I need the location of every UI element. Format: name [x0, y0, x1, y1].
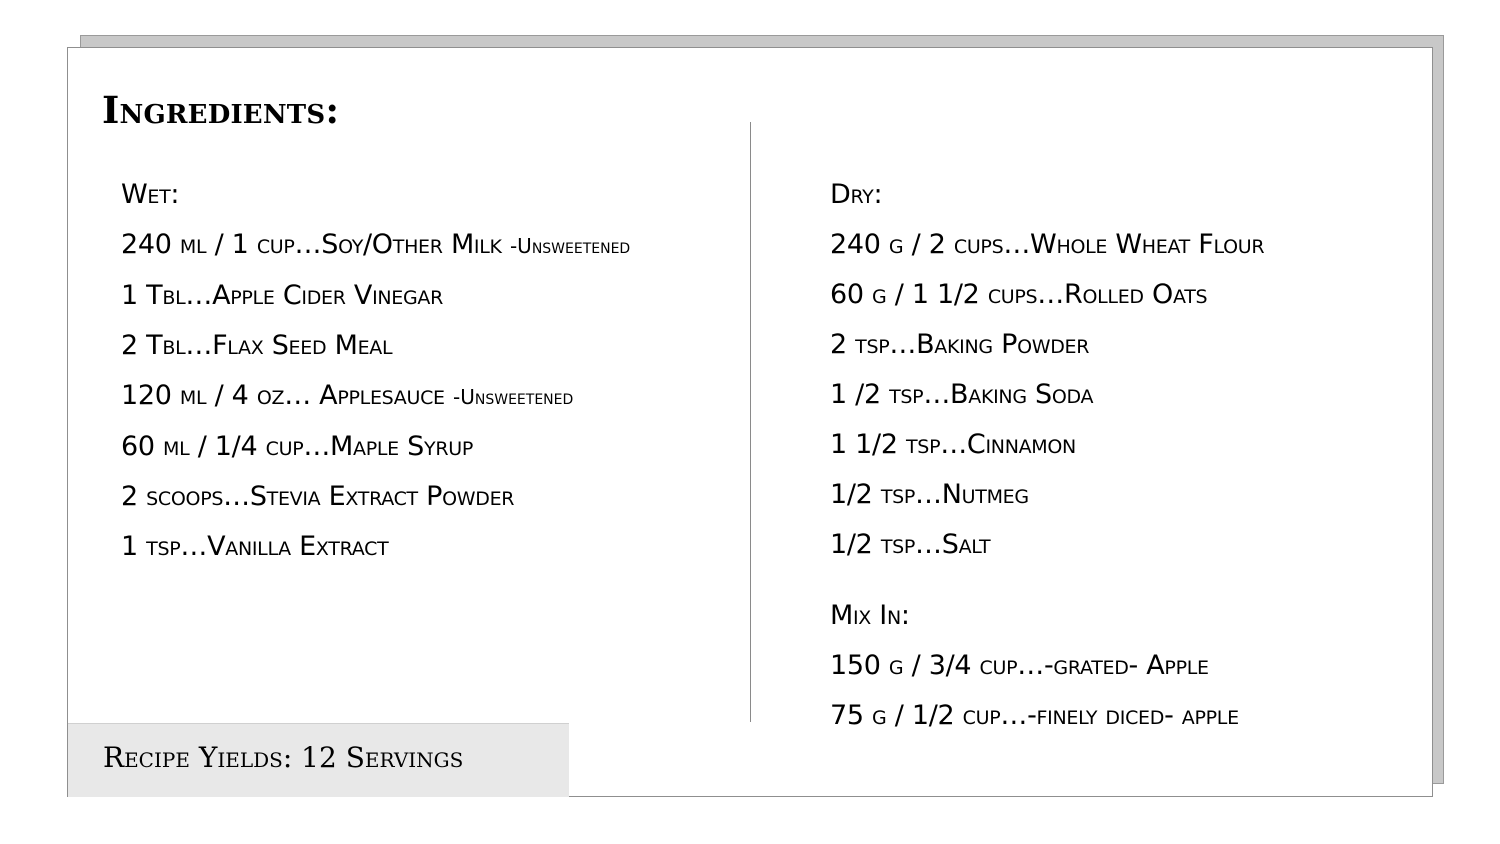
ingredient-item: 1/2 tsp…Nutmeg	[830, 479, 1029, 510]
yield-box	[68, 723, 569, 797]
ingredient-item	[121, 522, 731, 572]
dry-heading: Dry:	[830, 179, 883, 210]
mix-in-list	[830, 641, 1390, 741]
recipe-yield: Recipe Yields: 12 Servings	[103, 741, 464, 774]
ingredient-text: 240 ml / 1 cup…Soy/Other Milk	[121, 229, 510, 260]
ingredient-text: 120 ml / 4 oz… Applesauce	[121, 380, 454, 411]
ingredient-item	[121, 371, 731, 422]
wet-heading: Wet:	[121, 179, 180, 210]
mix-in-heading: Mix In:	[830, 600, 910, 631]
column-divider	[750, 122, 751, 722]
ingredient-item: 240 g / 2 cups…Whole Wheat Flour	[830, 229, 1265, 260]
ingredient-item: 60 g / 1 1/2 cups…Rolled Oats	[830, 279, 1208, 310]
ingredient-text: 60 ml / 1/4 cup…Maple Syrup	[121, 431, 473, 462]
ingredient-item: 1 1/2 tsp…Cinnamon	[830, 429, 1076, 460]
ingredient-text: 2 scoops…Stevia Extract Powder	[121, 481, 515, 512]
wet-ingredients-list	[121, 220, 731, 572]
ingredient-note: -Unsweetened	[453, 385, 574, 409]
ingredient-item: 2 tsp…Baking Powder	[830, 329, 1090, 360]
ingredient-note: -Unsweetened	[509, 234, 631, 258]
ingredient-item	[121, 220, 731, 271]
ingredient-text: 1 Tbl…Apple Cider Vinegar	[121, 280, 444, 311]
ingredient-item: 1/2 tsp…Salt	[830, 529, 991, 560]
dry-ingredients-section	[830, 170, 1390, 741]
ingredient-item: 75 g / 1/2 cup…-finely diced- apple	[830, 700, 1239, 731]
page-title: Ingredients:	[102, 88, 340, 132]
ingredient-item: 1 /2 tsp…Baking Soda	[830, 379, 1094, 410]
ingredient-item: 150 g / 3/4 cup…-grated- Apple	[830, 650, 1209, 681]
ingredient-item	[121, 422, 731, 472]
ingredient-text: 1 tsp…Vanilla Extract	[121, 531, 389, 562]
dry-ingredients-list	[830, 220, 1390, 570]
ingredient-item	[121, 472, 731, 522]
ingredient-text: 2 Tbl…Flax Seed Meal	[121, 330, 393, 361]
wet-ingredients-section	[121, 170, 731, 572]
ingredient-item	[121, 271, 731, 321]
ingredient-item	[121, 321, 731, 371]
